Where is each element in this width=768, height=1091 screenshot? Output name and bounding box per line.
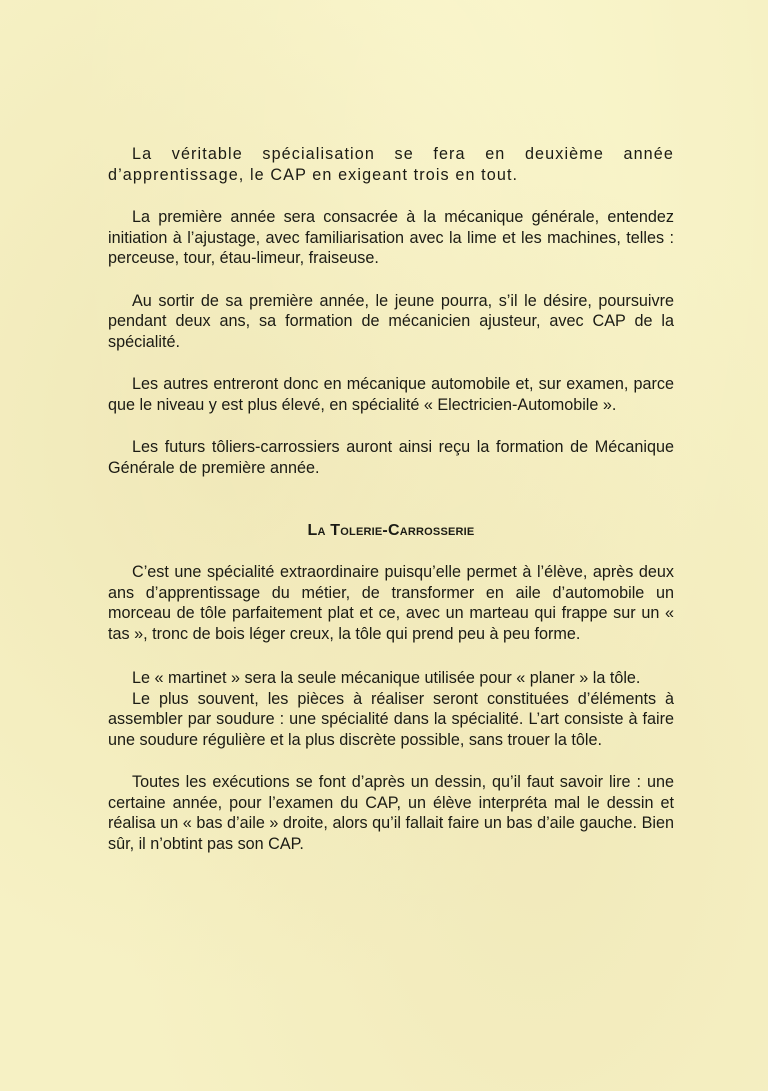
paragraph-sortir-premiere-annee: Au sortir de sa première année, le jeune pourra, s’il le désire, poursuivre pendant deux ans, sa formation de mécanicien ajusteur, avec CAP de la spécialité. — [108, 291, 674, 351]
paragraph-soudure: Le plus souvent, les pièces à réaliser seront constituées d’éléments à assembler par soudure : une spécialité dans la spécialité. L’art consiste à faire une soudure régulière et la plus discrète possible, sans trouer la tôle. — [108, 689, 674, 749]
paragraph-premiere-annee: La première année sera consacrée à la mécanique générale, entendez initiation à l’ajustage, avec familiarisation avec la lime et les machines, telles : perceuse, tour, étau-limeur, fraiseuse. — [108, 208, 674, 267]
section-heading: La Tolerie-Carrosserie — [307, 522, 475, 539]
paragraph-toliers-carrossiers: Les futurs tôliers-carrossiers auront ainsi reçu la formation de Mécanique Générale de première année. — [108, 438, 674, 477]
paragraph-dessin: Toutes les exécutions se font d’après un dessin, qu’il faut savoir lire : une certaine année, pour l’examen du CAP, un élève interpréta mal le dessin et réalisa un « bas d’aile » droite, alors qu’il fallait faire un bas d’aile gauche. Bien sûr, il n’obtint pas son CAP. — [108, 773, 674, 853]
paragraph-martinet: Le « martinet » sera la seule mécanique utilisée pour « planer » la tôle. — [132, 669, 641, 687]
paragraph-mecanique-automobile: Les autres entreront donc en mécanique automobile et, sur examen, parce que le niveau y est plus élevé, en spécialité « Electricien-Automobile ». — [108, 375, 674, 414]
paragraph-specialisation: La véritable spécialisation se fera en deuxième année d’apprentissage, le CAP en exigeant trois en tout. — [108, 145, 674, 184]
paragraph-specialite-extraordinaire: C’est une spécialité extraordinaire puisqu’elle permet à l’élève, après deux ans d’apprentissage du métier, de transformer en aile d’automobile un morceau de tôle parfaitement plat et ce, avec un marteau qui frappe sur un « tas », tronc de bois léger creux, la tôle qui prend peu à peu forme. — [108, 563, 674, 643]
document-body — [108, 144, 674, 854]
